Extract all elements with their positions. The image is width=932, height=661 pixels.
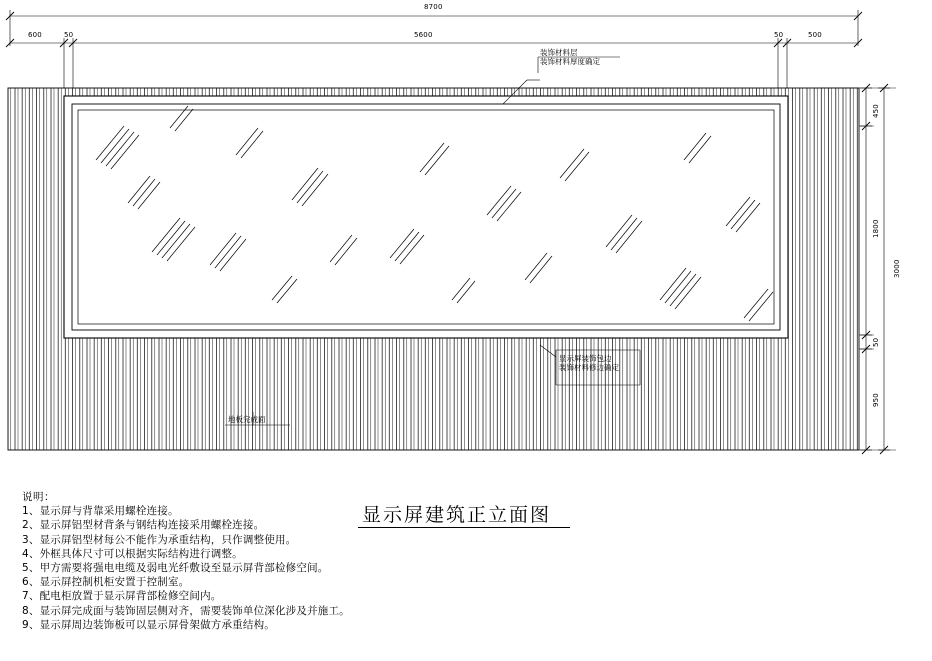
dim-top-500: 500 (808, 31, 822, 39)
leader-top-text (540, 48, 600, 66)
drawing-title: 显示屏建筑正立面图 (362, 504, 552, 526)
note-item: 4、外框具体尺寸可以根据实际结构进行调整。 (22, 547, 243, 560)
leader-right-line-2: 装饰材料修边确定 (559, 363, 619, 372)
dim-right-1800: 1800 (872, 219, 880, 238)
note-item: 2、显示屏铝型材背条与钢结构连接采用螺栓连接。 (22, 519, 265, 532)
dim-top-50-left: 50 (64, 31, 74, 39)
dim-right-450: 450 (872, 104, 880, 118)
leader-right-line-1: 显示屏装饰包边 (559, 354, 612, 363)
leader-right-text (559, 354, 619, 372)
note-item: 1、显示屏与背靠采用螺栓连接。 (22, 505, 179, 518)
dim-top-50-right: 50 (774, 31, 784, 39)
top-dimension-chain (6, 10, 862, 90)
dim-right-overall: 3000 (893, 259, 901, 278)
dim-top-600: 600 (28, 31, 42, 39)
leader-top-line-2: 装饰材料厚度确定 (540, 57, 600, 66)
note-item: 5、甲方需要将强电电缆及弱电光纤敷设至显示屏背部检修空间。 (22, 562, 329, 575)
dim-top-5600: 5600 (414, 31, 433, 39)
note-item: 7、配电柜放置于显示屏背部检修空间内。 (22, 590, 222, 603)
display-screen-frame (64, 96, 788, 338)
leader-bottom-line-1: 地板完成面 (228, 415, 266, 424)
notes-block (22, 490, 350, 632)
leader-top-line-1: 装饰材料层 (540, 48, 578, 57)
note-item: 9、显示屏周边装饰板可以显示屏骨架做方承重结构。 (22, 618, 275, 631)
dim-right-50: 50 (872, 337, 880, 347)
note-item: 3、显示屏铝型材每公不能作为承重结构，只作调整使用。 (22, 533, 297, 546)
leader-bottom-text (228, 415, 266, 424)
title-underline (358, 527, 570, 528)
note-item: 6、显示屏控制机柜安置于控制室。 (22, 576, 190, 589)
dim-right-950: 950 (872, 393, 880, 407)
note-item: 8、显示屏完成面与装饰固层侧对齐，需要装饰单位深化涉及并施工。 (22, 604, 350, 617)
dim-top-overall: 8700 (424, 3, 443, 11)
notes-heading: 说明： (22, 491, 55, 503)
